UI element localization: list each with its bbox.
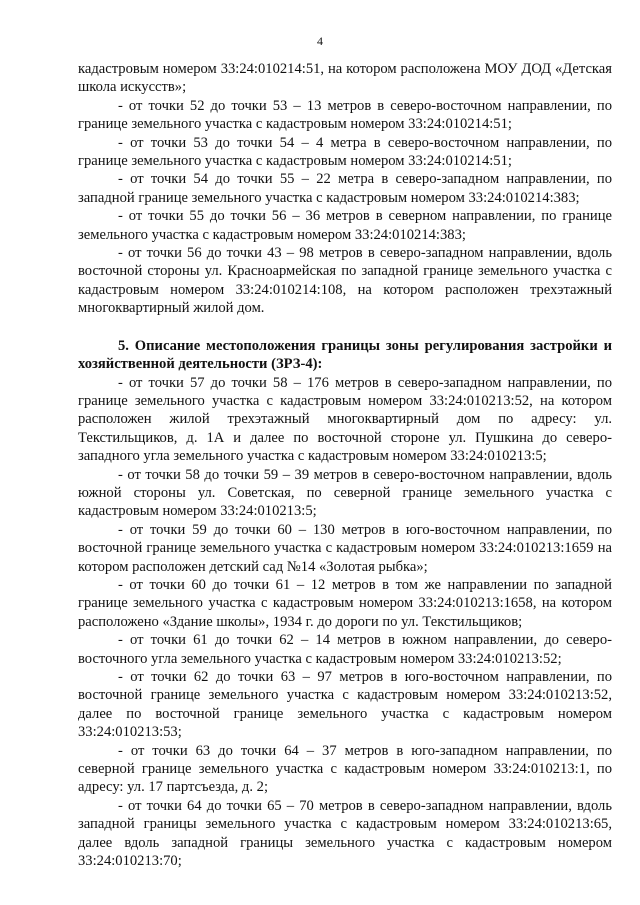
list-item: - от точки 55 до точки 56 – 36 метров в северном направлении, по границе земельного участка с кадастровым номером 33:24:010214:383; [78, 208, 612, 243]
intro-paragraph: кадастровым номером 33:24:010214:51, на котором расположена МОУ ДОД «Детская школа искусств»; [78, 61, 612, 96]
document-body [78, 60, 612, 870]
section-heading: 5. Описание местоположения границы зоны регулирования застройки и хозяйственной деятельности (ЗРЗ-4): [78, 337, 612, 373]
list-item: - от точки 53 до точки 54 – 4 метра в северо-восточном направлении, по границе земельного участка с кадастровым номером 33:24:010214:51; [78, 134, 612, 170]
list-item: - от точки 60 до точки 61 – 12 метров в том же направлении по западной границе земельного участка с кадастровым номером 33:24:010213:1658, на котором расположено «Здание школы», 1934 г. до дороги по ул. Текстильщиков; [78, 576, 612, 630]
list-item: - от точки 62 до точки 63 – 97 метров в юго-восточном направлении, по восточной границе земельного участка с кадастровым номером 33:24:010213:52, далее по восточной границе земельного участка с кадастровым номером 33:24:010213:53; [78, 669, 612, 741]
list-item: - от точки 57 до точки 58 – 176 метров в северо-западном направлении, по границе земельного участка с кадастровым номером 33:24:010213:52, на котором расположен жилой трехэтажный многоквартирный дом по адресу: ул. Текстильщиков, д. 1А и далее по восточной стороне ул. Пушкина до северо-западного угла земельного участка с кадастровым номером 33:24:010213:5; [78, 374, 612, 465]
page-number: 4 [317, 34, 323, 48]
list-item: - от точки 54 до точки 55 – 22 метра в северо-западном направлении, по западной границе земельного участка с кадастровым номером 33:24:010214:383; [78, 171, 612, 206]
list-item: - от точки 52 до точки 53 – 13 метров в северо-восточном направлении, по границе земельного участка с кадастровым номером 33:24:010214:51; [78, 97, 612, 133]
list-item: - от точки 63 до точки 64 – 37 метров в юго-западном направлении, по северной границе земельного участка с кадастровым номером 33:24:010213:1, по адресу: ул. 17 партсъезда, д. 2; [78, 742, 612, 796]
list-item: - от точки 59 до точки 60 – 130 метров в юго-восточном направлении, по восточной границе земельного участка с кадастровым номером 33:24:010213:1659 на котором расположен детский сад №14 «Золотая рыбка»; [78, 521, 612, 575]
list-item: - от точки 56 до точки 43 – 98 метров в северо-западном направлении, вдоль восточной стороны ул. Красноармейская по западной границе земельного участка с кадастровым номером 33:24:010214:108, на котором расположен трехэтажный многоквартирный жилой дом. [78, 245, 612, 317]
list-item: - от точки 64 до точки 65 – 70 метров в северо-западном направлении, вдоль западной границы земельного участка с кадастровым номером 33:24:010213:65, далее вдоль западной границы земельного участка с кадастровым номером 33:24:010213:70; [78, 797, 612, 870]
list-item: - от точки 58 до точки 59 – 39 метров в северо-восточном направлении, вдоль южной стороны ул. Советская, по северной границе земельного участка с кадастровым номером 33:24:010213:5; [78, 466, 612, 520]
list-item: - от точки 61 до точки 62 – 14 метров в южном направлении, до северо-восточного угла земельного участка с кадастровым номером 33:24:010213:52; [78, 632, 612, 667]
